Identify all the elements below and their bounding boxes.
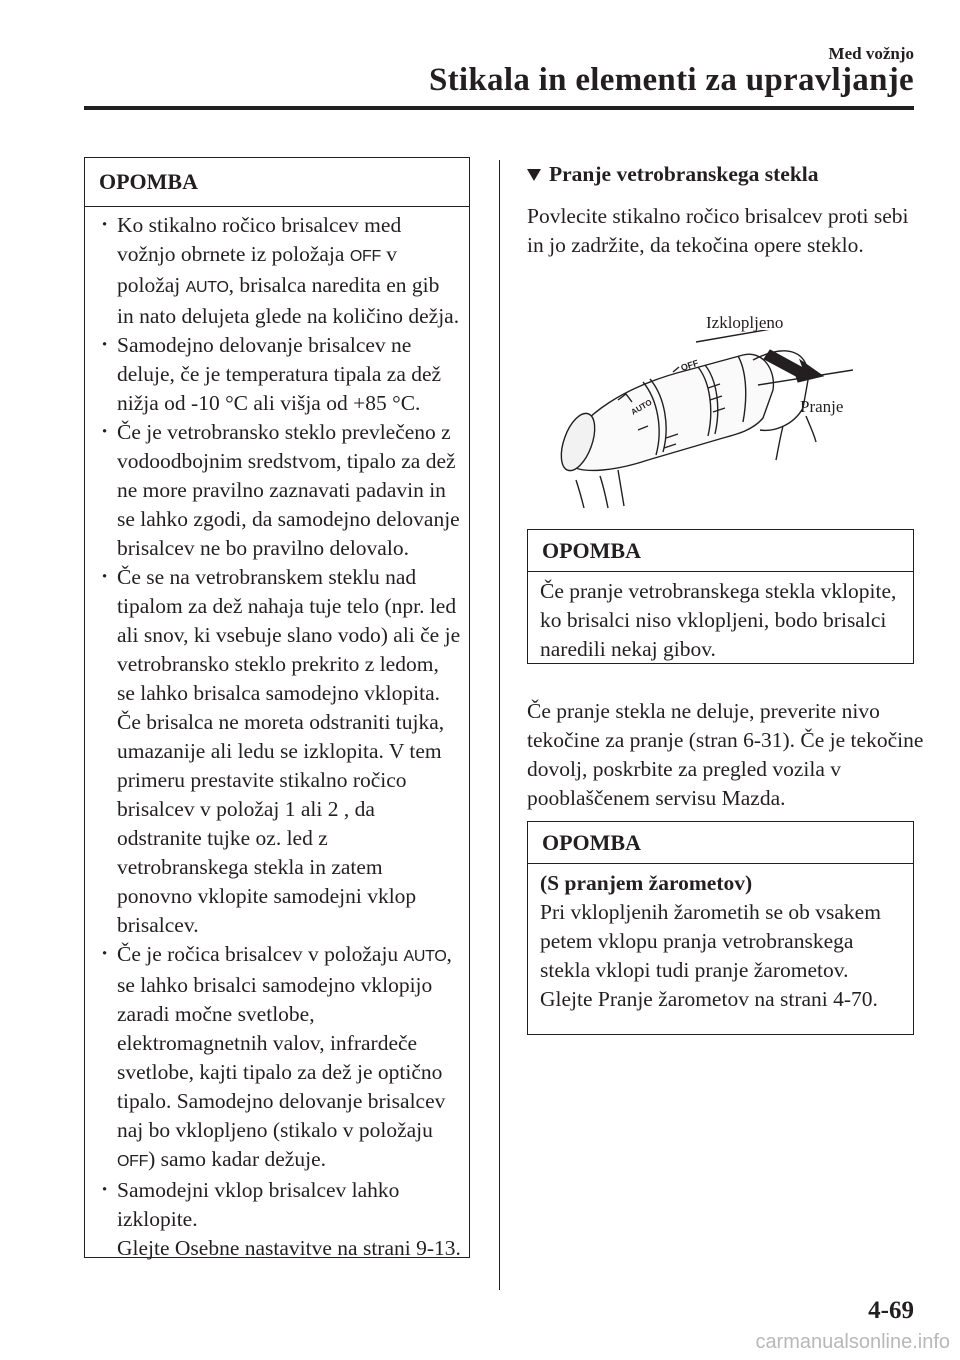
page-number: 4-69 — [868, 1297, 914, 1324]
bullet-text: ) samo kadar dežuje. — [148, 1147, 326, 1171]
off-position-icon: OFF — [349, 248, 381, 265]
note-body: Če pranje vetrobranskega stekla vklopite, ko brisalci niso vklopljeni, bodo brisalci naredili nekaj gibov. — [540, 579, 897, 661]
watermark: carmanualsonline.info — [755, 1331, 950, 1353]
note-bullet-4: · Če se na vetrobranskem steklu nad tipalom za dež nahaja tuje telo (npr. led ali snov, ki vsebuje slano vodo) ali če je vetrobransko steklo prekrito z ledom, se lahko brisalca samodejno vklopita. Če brisalca ne moreta odstraniti tujka, umazanije ali ledu se izklopita. V tem primeru prestavite stikalno ročico brisalcev v položaj 1 ali 2 , da odstranite tujke oz. led z vetrobranskega stekla in zatem ponovno vklopite samodejni vklop brisalcev. — [101, 563, 461, 940]
note-bullet-2: · Samodejno delovanje brisalcev ne deluje, če je temperatura tipala za dež nižja od -10 °C ali višja od +85 °C. — [101, 331, 461, 418]
auto-position-icon: AUTO — [403, 948, 447, 965]
note-heading: OPOMBA — [85, 158, 469, 207]
triangle-bullet-icon — [527, 169, 541, 181]
note-box-left — [84, 157, 470, 1258]
section-heading-text: Pranje vetrobranskega stekla — [549, 162, 819, 186]
bullet-text: v položaj — [117, 242, 398, 297]
header-rule — [84, 106, 914, 110]
note-bullet-5 — [101, 940, 461, 1176]
label-off: Izklopljeno — [706, 313, 784, 332]
auto-position-icon: AUTO — [185, 279, 229, 296]
off-position-icon: OFF — [117, 1153, 149, 1170]
bullet-text: , brisalca naredita en gib in nato delujeta glede na količino dežja. — [117, 273, 460, 328]
column-divider — [499, 160, 500, 1290]
lever-off-mark: OFF — [679, 357, 700, 373]
bullet-text: Če je ročica brisalcev v položaju — [117, 942, 404, 966]
page-reference: Glejte Osebne nastavitve na strani 9-13. — [117, 1236, 461, 1260]
instruction-paragraph: Povlecite stikalno ročico brisalcev proti sebi in jo zadržite, da tekočina opere steklo. — [527, 204, 909, 257]
note-bullet-1 — [101, 211, 461, 331]
note-body — [85, 207, 469, 1263]
wiper-lever-illustration — [548, 330, 858, 510]
section-heading — [527, 162, 819, 187]
note-bullet-6 — [101, 1176, 461, 1263]
page-title: Stikala in elementi za upravljanje — [428, 62, 914, 98]
label-wash: Pranje — [800, 397, 844, 416]
section-label: Med vožnjo — [828, 44, 914, 63]
bullet-text: Samodejni vklop brisalcev lahko izklopite. — [117, 1178, 400, 1231]
lever-auto-mark: AUTO — [629, 397, 654, 417]
page-reference: Glejte Pranje žarometov na strani 4-70. — [540, 987, 878, 1011]
note-text: Pri vklopljenih žarometih se ob vsakem petem vklopu pranja vetrobranskega stekla vklopi tudi pranje žarometov. — [540, 900, 881, 982]
note-heading: OPOMBA — [528, 822, 913, 864]
bullet-text: , se lahko brisalci samodejno vklopijo zaradi močne svetlobe, elektromagnetnih valov, infrardeče svetlobe, kajti tipalo za dež je optično tipalo. Samodejno delovanje brisalcev naj bo vklopljeno (stikalo v položaju — [117, 942, 452, 1142]
troubleshooting-paragraph: Če pranje stekla ne deluje, preverite nivo tekočine za pranje (stran 6-31). Če je tekočine dovolj, poskrbite za pregled vozila v pooblaščenem servisu Mazda. — [527, 699, 924, 810]
note-subheading: (S pranjem žarometov) — [540, 871, 753, 895]
note-bullet-3: · Če je vetrobransko steklo prevlečeno z vodoodbojnim sredstvom, tipalo za dež ne more pravilno zaznavati padavin in se lahko zgodi, da samodejno delovanje brisalcev ne bo pravilno delovalo. — [101, 418, 461, 563]
note-body — [528, 864, 913, 1014]
bullet-text: Ko stikalno ročico brisalcev med vožnjo obrnete iz položaja — [117, 213, 402, 266]
note-heading: OPOMBA — [528, 530, 913, 572]
note-box-wash — [527, 529, 914, 664]
note-box-headlamp — [527, 821, 914, 1035]
